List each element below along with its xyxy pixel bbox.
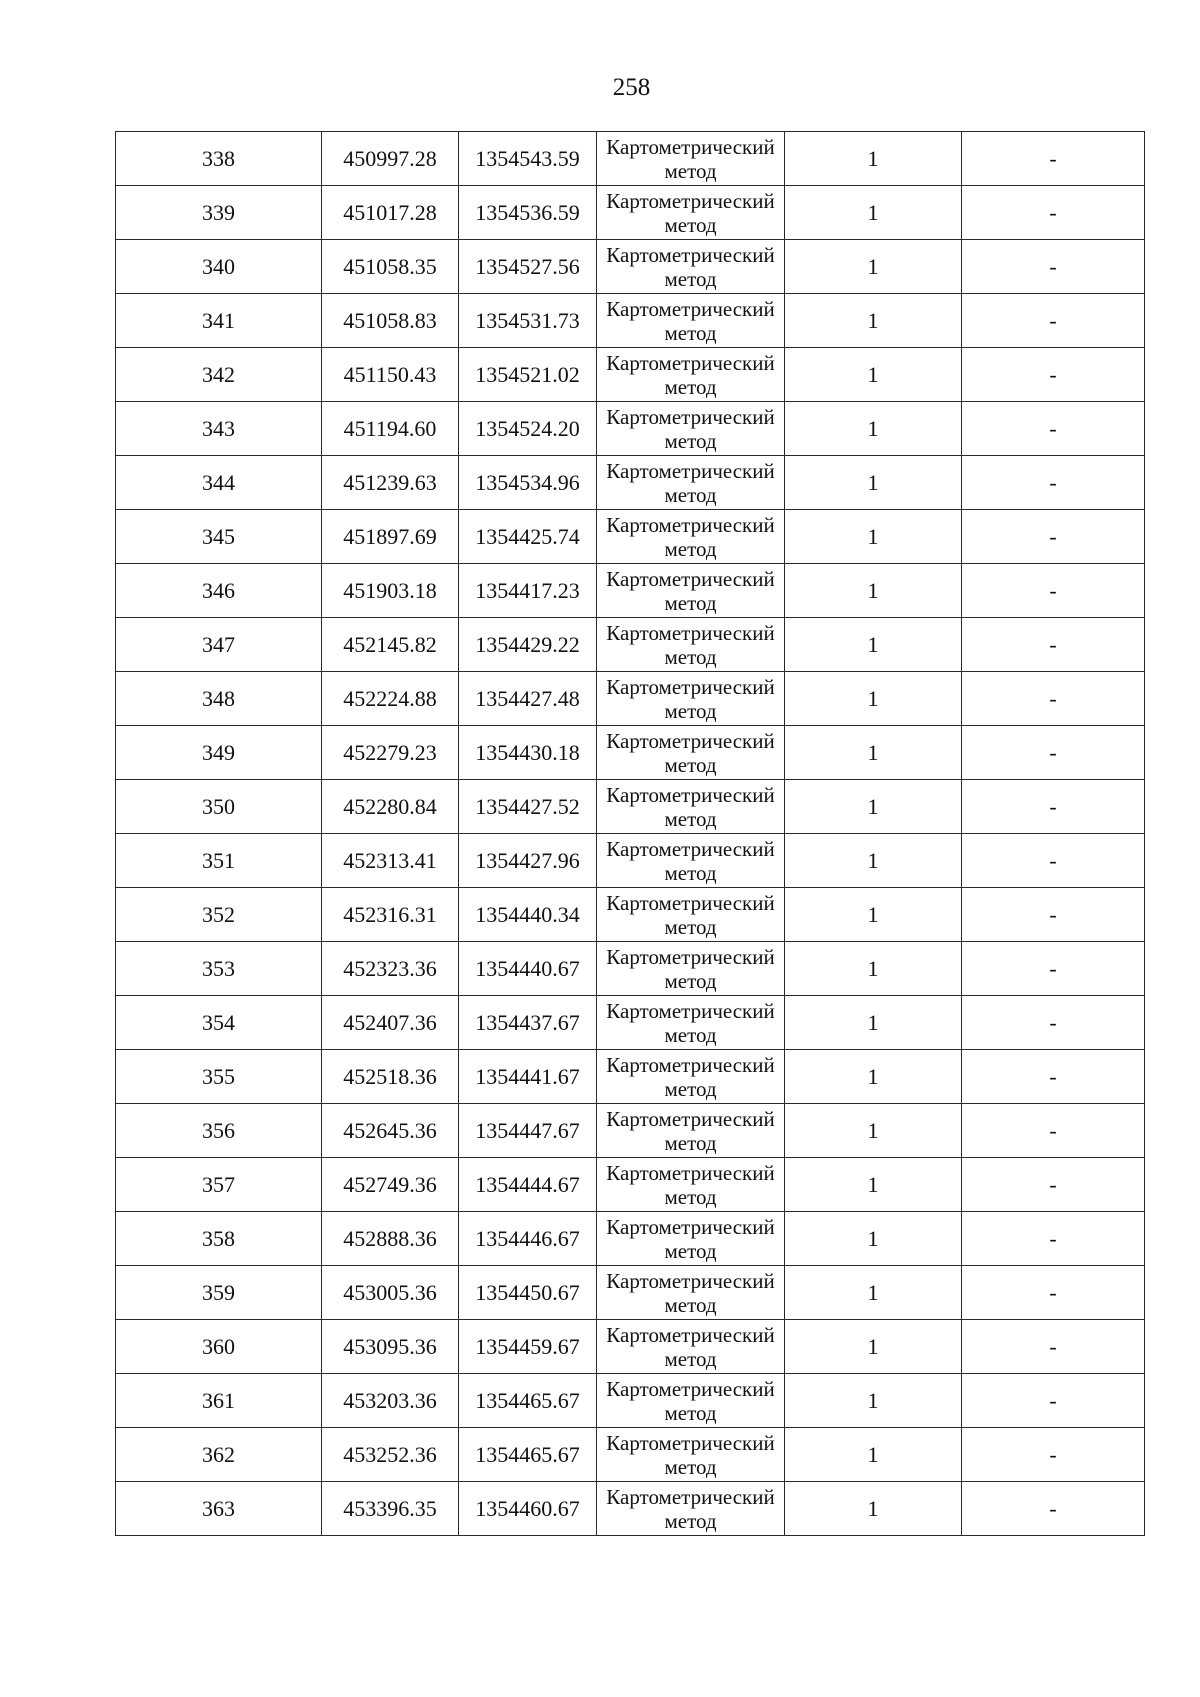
method-cell: Картометрический метод <box>597 1212 785 1266</box>
point-number-cell: 348 <box>116 672 322 726</box>
point-number-cell: 339 <box>116 186 322 240</box>
method-cell: Картометрический метод <box>597 1428 785 1482</box>
description-cell: - <box>962 348 1145 402</box>
method-cell: Картометрический метод <box>597 1482 785 1536</box>
description-cell: - <box>962 1374 1145 1428</box>
method-cell: Картометрический метод <box>597 1266 785 1320</box>
description-cell: - <box>962 1266 1145 1320</box>
precision-cell: 1 <box>785 1104 962 1158</box>
precision-cell: 1 <box>785 1266 962 1320</box>
precision-cell: 1 <box>785 1428 962 1482</box>
table-row <box>116 456 1145 510</box>
coordinate-y-cell: 1354534.96 <box>459 456 597 510</box>
method-cell: Картометрический метод <box>597 1320 785 1374</box>
point-number-cell: 342 <box>116 348 322 402</box>
coordinate-x-cell: 450997.28 <box>322 132 459 186</box>
method-cell: Картометрический метод <box>597 240 785 294</box>
table-row <box>116 618 1145 672</box>
table-row <box>116 1266 1145 1320</box>
coordinate-y-cell: 1354465.67 <box>459 1374 597 1428</box>
table-row <box>116 834 1145 888</box>
precision-cell: 1 <box>785 726 962 780</box>
point-number-cell: 363 <box>116 1482 322 1536</box>
precision-cell: 1 <box>785 888 962 942</box>
point-number-cell: 357 <box>116 1158 322 1212</box>
method-cell: Картометрический метод <box>597 780 785 834</box>
coordinate-y-cell: 1354444.67 <box>459 1158 597 1212</box>
description-cell: - <box>962 1050 1145 1104</box>
coordinate-x-cell: 452280.84 <box>322 780 459 834</box>
precision-cell: 1 <box>785 780 962 834</box>
method-cell: Картометрический метод <box>597 348 785 402</box>
table-row <box>116 780 1145 834</box>
point-number-cell: 354 <box>116 996 322 1050</box>
point-number-cell: 349 <box>116 726 322 780</box>
coordinate-x-cell: 451903.18 <box>322 564 459 618</box>
point-number-cell: 352 <box>116 888 322 942</box>
point-number-cell: 341 <box>116 294 322 348</box>
precision-cell: 1 <box>785 294 962 348</box>
description-cell: - <box>962 456 1145 510</box>
coordinate-x-cell: 453396.35 <box>322 1482 459 1536</box>
point-number-cell: 356 <box>116 1104 322 1158</box>
coordinate-x-cell: 452518.36 <box>322 1050 459 1104</box>
precision-cell: 1 <box>785 132 962 186</box>
table-row <box>116 294 1145 348</box>
method-cell: Картометрический метод <box>597 726 785 780</box>
table-row <box>116 1158 1145 1212</box>
point-number-cell: 340 <box>116 240 322 294</box>
description-cell: - <box>962 780 1145 834</box>
coordinate-y-cell: 1354446.67 <box>459 1212 597 1266</box>
point-number-cell: 346 <box>116 564 322 618</box>
coordinates-table <box>115 131 1145 1536</box>
method-cell: Картометрический метод <box>597 456 785 510</box>
precision-cell: 1 <box>785 1320 962 1374</box>
precision-cell: 1 <box>785 672 962 726</box>
table-row <box>116 1374 1145 1428</box>
coordinate-y-cell: 1354450.67 <box>459 1266 597 1320</box>
point-number-cell: 353 <box>116 942 322 996</box>
coordinate-x-cell: 452323.36 <box>322 942 459 996</box>
precision-cell: 1 <box>785 348 962 402</box>
precision-cell: 1 <box>785 942 962 996</box>
description-cell: - <box>962 1320 1145 1374</box>
precision-cell: 1 <box>785 510 962 564</box>
coordinate-x-cell: 451150.43 <box>322 348 459 402</box>
coordinate-y-cell: 1354437.67 <box>459 996 597 1050</box>
coordinate-x-cell: 452224.88 <box>322 672 459 726</box>
point-number-cell: 361 <box>116 1374 322 1428</box>
coordinate-y-cell: 1354524.20 <box>459 402 597 456</box>
table-row <box>116 348 1145 402</box>
coordinate-y-cell: 1354527.56 <box>459 240 597 294</box>
point-number-cell: 360 <box>116 1320 322 1374</box>
method-cell: Картометрический метод <box>597 834 785 888</box>
description-cell: - <box>962 726 1145 780</box>
precision-cell: 1 <box>785 564 962 618</box>
description-cell: - <box>962 618 1145 672</box>
description-cell: - <box>962 1158 1145 1212</box>
point-number-cell: 350 <box>116 780 322 834</box>
method-cell: Картометрический метод <box>597 132 785 186</box>
coordinate-x-cell: 452407.36 <box>322 996 459 1050</box>
coordinate-y-cell: 1354447.67 <box>459 1104 597 1158</box>
point-number-cell: 359 <box>116 1266 322 1320</box>
coordinate-x-cell: 452645.36 <box>322 1104 459 1158</box>
description-cell: - <box>962 942 1145 996</box>
coordinate-x-cell: 452316.31 <box>322 888 459 942</box>
coordinate-x-cell: 451897.69 <box>322 510 459 564</box>
coordinates-table-body <box>116 132 1145 1536</box>
point-number-cell: 358 <box>116 1212 322 1266</box>
coordinate-x-cell: 451058.35 <box>322 240 459 294</box>
coordinate-y-cell: 1354427.52 <box>459 780 597 834</box>
point-number-cell: 338 <box>116 132 322 186</box>
precision-cell: 1 <box>785 1158 962 1212</box>
precision-cell: 1 <box>785 1212 962 1266</box>
coordinate-x-cell: 453005.36 <box>322 1266 459 1320</box>
table-row <box>116 1212 1145 1266</box>
coordinate-x-cell: 453252.36 <box>322 1428 459 1482</box>
description-cell: - <box>962 996 1145 1050</box>
coordinate-y-cell: 1354465.67 <box>459 1428 597 1482</box>
coordinate-y-cell: 1354425.74 <box>459 510 597 564</box>
description-cell: - <box>962 672 1145 726</box>
table-row <box>116 402 1145 456</box>
precision-cell: 1 <box>785 996 962 1050</box>
method-cell: Картометрический метод <box>597 402 785 456</box>
coordinate-y-cell: 1354536.59 <box>459 186 597 240</box>
table-row <box>116 510 1145 564</box>
method-cell: Картометрический метод <box>597 1158 785 1212</box>
table-row <box>116 942 1145 996</box>
coordinate-y-cell: 1354543.59 <box>459 132 597 186</box>
precision-cell: 1 <box>785 240 962 294</box>
coordinate-x-cell: 453095.36 <box>322 1320 459 1374</box>
coordinate-x-cell: 451194.60 <box>322 402 459 456</box>
coordinate-x-cell: 451239.63 <box>322 456 459 510</box>
coordinate-y-cell: 1354521.02 <box>459 348 597 402</box>
table-row <box>116 996 1145 1050</box>
coordinate-x-cell: 451058.83 <box>322 294 459 348</box>
description-cell: - <box>962 240 1145 294</box>
table-row <box>116 564 1145 618</box>
coordinate-y-cell: 1354440.34 <box>459 888 597 942</box>
table-row <box>116 1320 1145 1374</box>
coordinate-x-cell: 452749.36 <box>322 1158 459 1212</box>
precision-cell: 1 <box>785 402 962 456</box>
method-cell: Картометрический метод <box>597 186 785 240</box>
point-number-cell: 362 <box>116 1428 322 1482</box>
description-cell: - <box>962 294 1145 348</box>
table-row <box>116 132 1145 186</box>
description-cell: - <box>962 186 1145 240</box>
description-cell: - <box>962 132 1145 186</box>
method-cell: Картометрический метод <box>597 294 785 348</box>
description-cell: - <box>962 402 1145 456</box>
page-number: 258 <box>612 74 651 101</box>
coordinate-y-cell: 1354427.96 <box>459 834 597 888</box>
coordinate-x-cell: 451017.28 <box>322 186 459 240</box>
coordinate-y-cell: 1354459.67 <box>459 1320 597 1374</box>
description-cell: - <box>962 1482 1145 1536</box>
point-number-cell: 351 <box>116 834 322 888</box>
coordinate-y-cell: 1354427.48 <box>459 672 597 726</box>
method-cell: Картометрический метод <box>597 672 785 726</box>
coordinate-y-cell: 1354430.18 <box>459 726 597 780</box>
description-cell: - <box>962 510 1145 564</box>
coordinate-y-cell: 1354441.67 <box>459 1050 597 1104</box>
description-cell: - <box>962 1428 1145 1482</box>
description-cell: - <box>962 564 1145 618</box>
method-cell: Картометрический метод <box>597 1104 785 1158</box>
table-row <box>116 1050 1145 1104</box>
table-row <box>116 186 1145 240</box>
coordinate-y-cell: 1354440.67 <box>459 942 597 996</box>
table-row <box>116 240 1145 294</box>
precision-cell: 1 <box>785 186 962 240</box>
precision-cell: 1 <box>785 1050 962 1104</box>
coordinate-y-cell: 1354460.67 <box>459 1482 597 1536</box>
method-cell: Картометрический метод <box>597 942 785 996</box>
point-number-cell: 344 <box>116 456 322 510</box>
method-cell: Картометрический метод <box>597 996 785 1050</box>
method-cell: Картометрический метод <box>597 564 785 618</box>
method-cell: Картометрический метод <box>597 1374 785 1428</box>
description-cell: - <box>962 1104 1145 1158</box>
method-cell: Картометрический метод <box>597 888 785 942</box>
table-row <box>116 1104 1145 1158</box>
precision-cell: 1 <box>785 456 962 510</box>
table-row <box>116 1482 1145 1536</box>
precision-cell: 1 <box>785 1482 962 1536</box>
coordinate-y-cell: 1354531.73 <box>459 294 597 348</box>
coordinate-y-cell: 1354417.23 <box>459 564 597 618</box>
coordinate-x-cell: 452313.41 <box>322 834 459 888</box>
table-row <box>116 672 1145 726</box>
precision-cell: 1 <box>785 618 962 672</box>
point-number-cell: 347 <box>116 618 322 672</box>
point-number-cell: 345 <box>116 510 322 564</box>
method-cell: Картометрический метод <box>597 618 785 672</box>
description-cell: - <box>962 1212 1145 1266</box>
point-number-cell: 355 <box>116 1050 322 1104</box>
point-number-cell: 343 <box>116 402 322 456</box>
precision-cell: 1 <box>785 834 962 888</box>
coordinate-x-cell: 453203.36 <box>322 1374 459 1428</box>
coordinate-x-cell: 452145.82 <box>322 618 459 672</box>
coordinate-x-cell: 452279.23 <box>322 726 459 780</box>
method-cell: Картометрический метод <box>597 510 785 564</box>
method-cell: Картометрический метод <box>597 1050 785 1104</box>
table-row <box>116 726 1145 780</box>
precision-cell: 1 <box>785 1374 962 1428</box>
description-cell: - <box>962 888 1145 942</box>
coordinate-y-cell: 1354429.22 <box>459 618 597 672</box>
table-row <box>116 1428 1145 1482</box>
description-cell: - <box>962 834 1145 888</box>
coordinate-x-cell: 452888.36 <box>322 1212 459 1266</box>
table-row <box>116 888 1145 942</box>
